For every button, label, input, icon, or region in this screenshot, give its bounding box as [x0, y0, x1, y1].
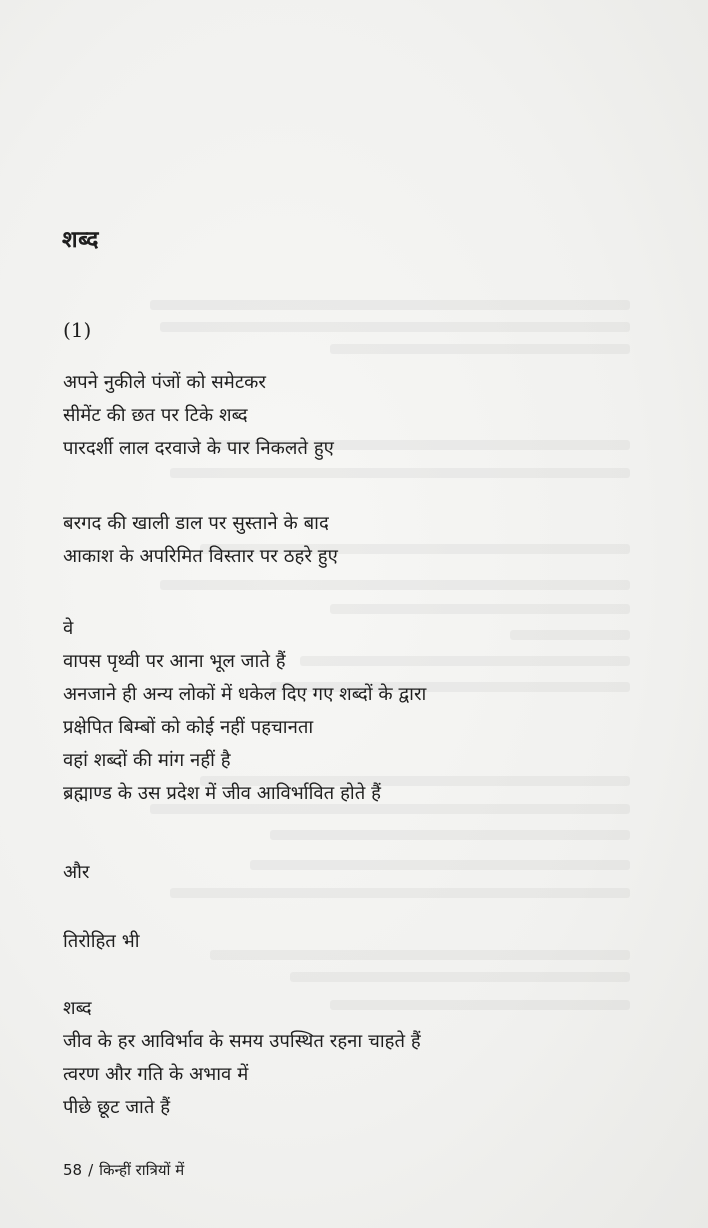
poem-line: ब्रह्माण्ड के उस प्रदेश में जीव आविर्भावित होते हैं [63, 783, 381, 804]
poem-line: बरगद की खाली डाल पर सुस्ताने के बाद [63, 513, 329, 534]
section-number: (1) [63, 318, 92, 342]
poem-line: शब्द [63, 998, 92, 1019]
stanza-1 [63, 366, 334, 465]
bleed-line [290, 972, 630, 982]
poem-line: जीव के हर आविर्भाव के समय उपस्थित रहना चाहते हैं [63, 1031, 421, 1052]
poem-line: आकाश के अपरिमित विस्तार पर ठहरे हुए [63, 546, 338, 567]
stanza-5 [63, 925, 140, 958]
poem-line: वे [63, 618, 74, 639]
stanza-3 [63, 612, 426, 810]
stanza-4 [63, 856, 90, 889]
poem-line: अपने नुकीले पंजों को समेटकर [63, 372, 266, 393]
page-number: 58 [63, 1161, 83, 1179]
poem-line: तिरोहित भी [63, 931, 140, 952]
bleed-line [210, 950, 630, 960]
poem-line: प्रक्षेपित बिम्बों को कोई नहीं पहचानता [63, 717, 314, 738]
bleed-line [170, 468, 630, 478]
bleed-line [150, 300, 630, 310]
bleed-line [160, 580, 630, 590]
poem-line: त्वरण और गति के अभाव में [63, 1064, 249, 1085]
poem-line: वहां शब्दों की मांग नहीं है [63, 750, 231, 771]
stanza-2 [63, 507, 338, 573]
poem-line: वापस पृथ्वी पर आना भूल जाते हैं [63, 651, 286, 672]
bleed-line [250, 860, 630, 870]
book-title: किन्हीं रात्रियों में [99, 1161, 185, 1179]
bleed-line [510, 630, 630, 640]
poem-line: पारदर्शी लाल दरवाजे के पार निकलते हुए [63, 438, 334, 459]
stanza-6 [63, 992, 421, 1124]
bleed-line [330, 344, 630, 354]
bleed-line [160, 322, 630, 332]
poem-line: और [63, 862, 90, 883]
bleed-line [170, 888, 630, 898]
page-footer [63, 1160, 184, 1180]
bleed-line [270, 830, 630, 840]
poem-title: शब्द [62, 227, 100, 253]
footer-separator: / [88, 1161, 94, 1179]
poem-line: पीछे छूट जाते हैं [63, 1097, 171, 1118]
poem-line: अनजाने ही अन्य लोकों में धकेल दिए गए शब्दों के द्वारा [63, 684, 427, 705]
poem-line: सीमेंट की छत पर टिके शब्द [63, 405, 248, 426]
